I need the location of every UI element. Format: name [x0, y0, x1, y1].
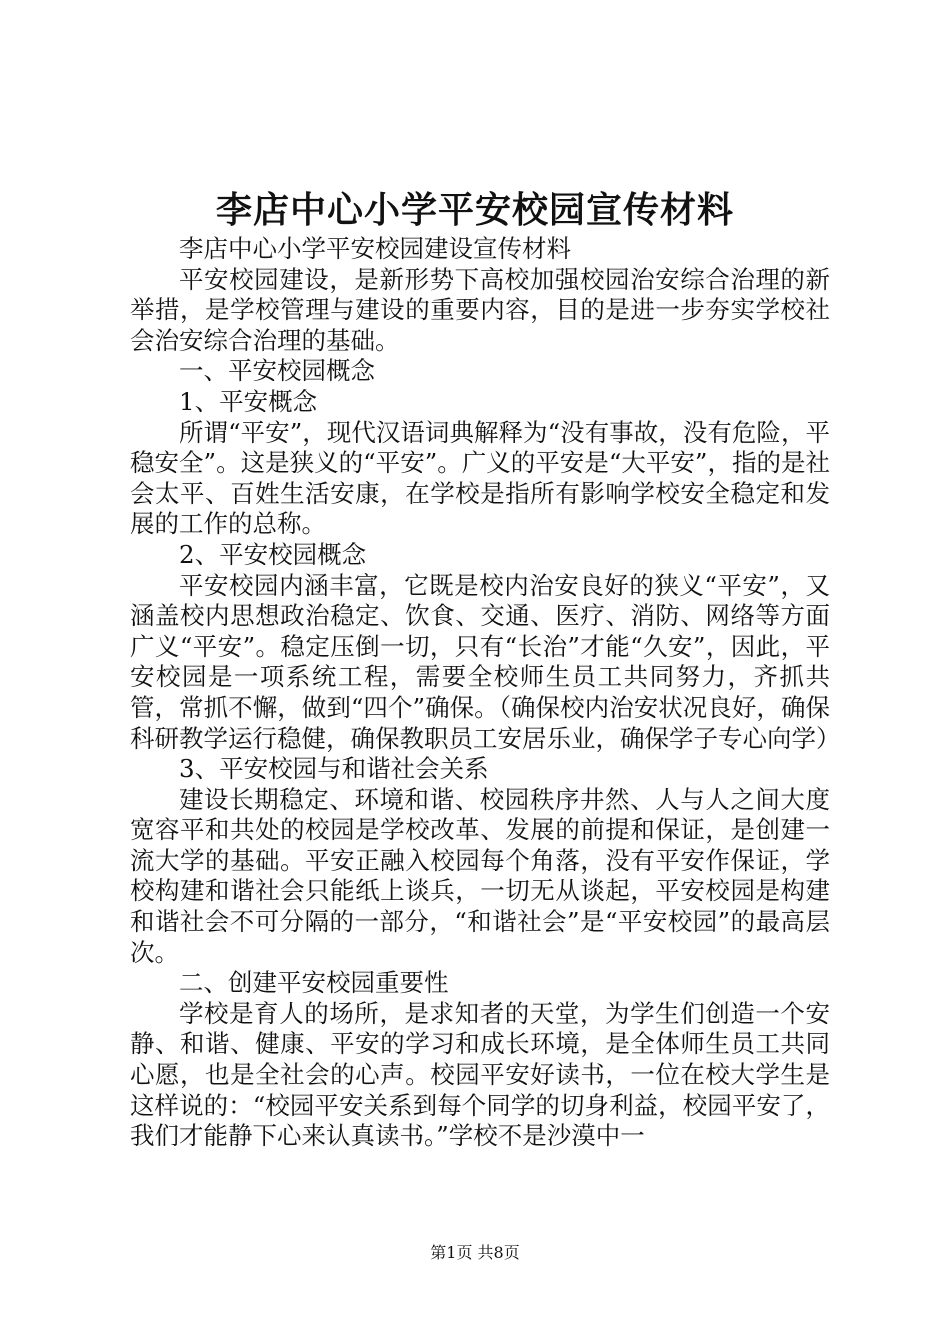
page-number-footer: 第1页 共8页 — [430, 1243, 520, 1262]
document-body — [130, 234, 841, 1152]
paragraph-peace-concept: 所谓“平安”，现代汉语词典解释为“没有事故，没有危险，平稳安全”。这是狭义的“平安”。广义的平安是“大平安”，指的是社会太平、百姓生活安康，在学校是指所有影响学校安全稳定和发展的工作的总称。 — [130, 417, 830, 539]
paragraph-campus-concept: 平安校园内涵丰富，它既是校内治安良好的狭义“平安”，又涵盖校内思想政治稳定、饮食、交通、医疗、消防、网络等方面广义“平安”。稳定压倒一切，只有“长治”才能“久安”，因此，平安校园是一项系统工程，需要全校师生员工共同努力，齐抓共管，常抓不懈，做到“四个”确保。（确保校内治安状况良好，确保科研教学运行稳健，确保教职员工安居乐业，确保学子专心向学） — [130, 570, 841, 753]
heading-section-2: 二、创建平安校园重要性 — [179, 968, 449, 998]
heading-section-1: 一、平安校园概念 — [179, 356, 375, 386]
document-title: 李店中心小学平安校园宣传材料 — [215, 189, 734, 231]
heading-subsection-1-3: 3、平安校园与和谐社会关系 — [179, 754, 489, 784]
paragraph-intro: 平安校园建设，是新形势下高校加强校园治安综合治理的新举措，是学校管理与建设的重要内容，目的是进一步夯实学校社会治安综合治理的基础。 — [130, 264, 830, 355]
paragraph-harmony-relation: 建设长期稳定、环境和谐、校园秩序井然、人与人之间大度宽容平和共处的校园是学校改革、发展的前提和保证，是创建一流大学的基础。平安正融入校园每个角落，没有平安作保证，学校构建和谐社会只能纸上谈兵，一切无从谈起，平安校园是构建和谐社会不可分隔的一部分，“和谐社会”是“平安校园”的最高层次。 — [130, 784, 830, 967]
heading-subsection-1-1: 1、平安概念 — [179, 386, 318, 416]
paragraph-importance: 学校是育人的场所，是求知者的天堂，为学生们创造一个安静、和谐、健康、平安的学习和成长环境，是全体师生员工共同心愿，也是全社会的心声。校园平安好读书，一位在校大学生是这样说的：“校园平安关系到每个同学的切身利益，校园平安了，我们才能静下心来认真读书。”学校不是沙漠中一 — [130, 998, 830, 1151]
heading-subsection-1-2: 2、平安校园概念 — [179, 539, 367, 569]
paragraph-subtitle: 李店中心小学平安校园建设宣传材料 — [179, 234, 571, 263]
